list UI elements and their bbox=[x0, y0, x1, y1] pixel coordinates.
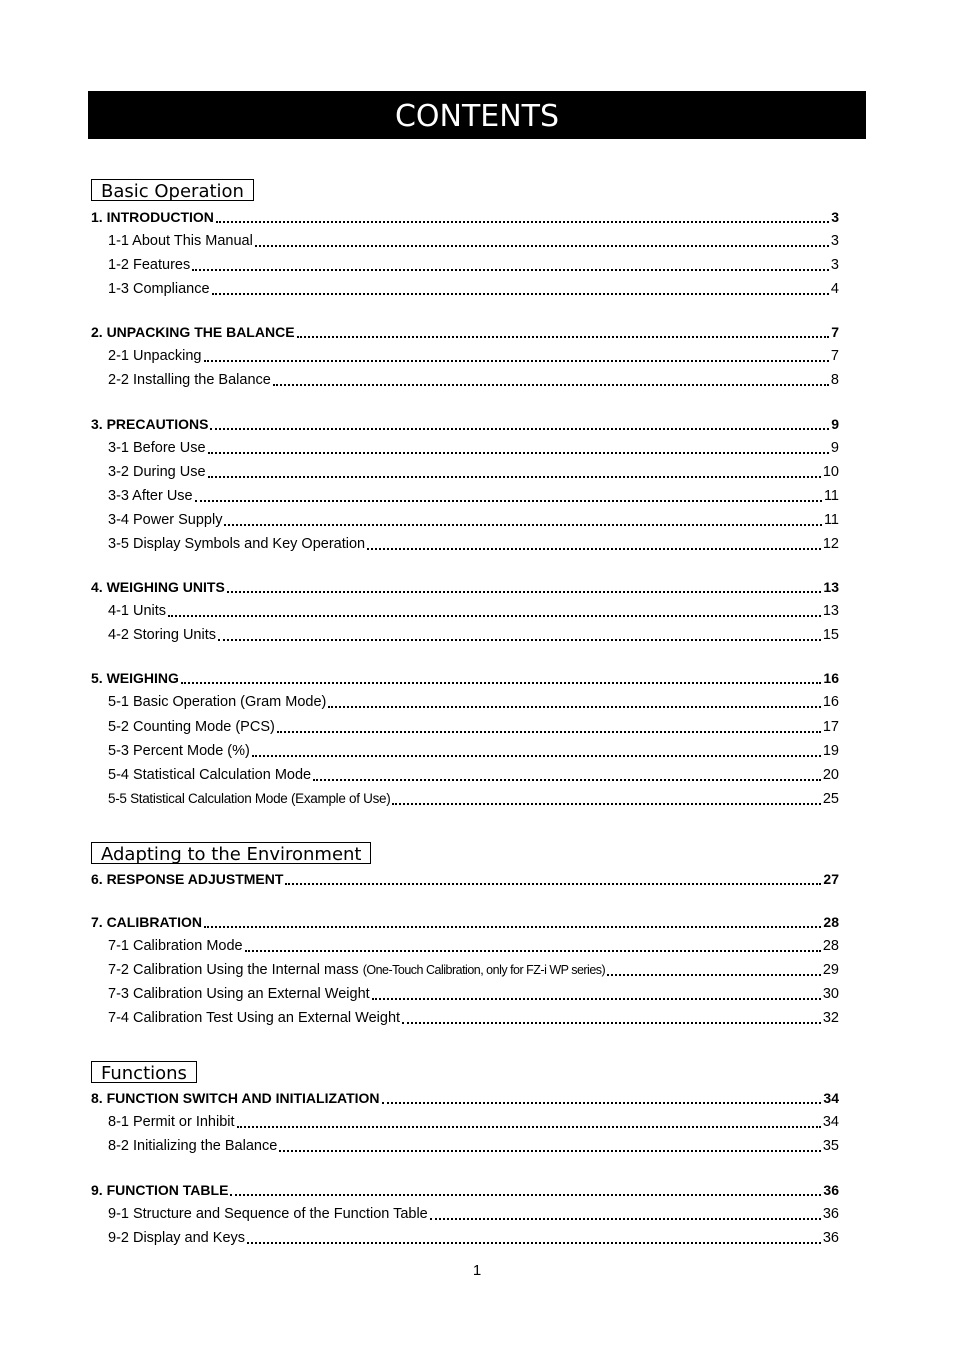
toc-entry[interactable]: 7-3 Calibration Using an External Weight 30 bbox=[108, 986, 839, 1002]
toc-entry[interactable]: 7-4 Calibration Test Using an External Weight 32 bbox=[108, 1010, 839, 1026]
toc-entry[interactable]: 2. UNPACKING THE BALANCE 7 bbox=[91, 324, 839, 340]
toc-entry[interactable]: 7-1 Calibration Mode 28 bbox=[108, 938, 839, 954]
toc-entry[interactable]: 3-5 Display Symbols and Key Operation 12 bbox=[108, 536, 839, 552]
toc-entry[interactable]: 5-2 Counting Mode (PCS) 17 bbox=[108, 719, 839, 735]
toc-entry[interactable]: 5-4 Statistical Calculation Mode 20 bbox=[108, 767, 839, 783]
toc-entry[interactable]: 9-2 Display and Keys 36 bbox=[108, 1230, 839, 1246]
toc-entry[interactable]: 1-3 Compliance 4 bbox=[108, 281, 839, 297]
toc-entry[interactable]: 7-2 Calibration Using the Internal mass (One-Touch Calibration, only for FZ-i WP series) 29 bbox=[108, 962, 839, 978]
page-number: 1 bbox=[472, 1262, 482, 1279]
toc-entry[interactable]: 8-2 Initializing the Balance 35 bbox=[108, 1138, 839, 1154]
section-basic-operation: Basic Operation bbox=[91, 179, 254, 201]
toc-entry[interactable]: 5-1 Basic Operation (Gram Mode) 16 bbox=[108, 694, 839, 710]
toc-entry[interactable]: 5. WEIGHING 16 bbox=[91, 670, 839, 686]
page-title: CONTENTS bbox=[88, 91, 866, 139]
toc-entry[interactable]: 2-2 Installing the Balance 8 bbox=[108, 372, 839, 388]
toc-entry[interactable]: 4. WEIGHING UNITS 13 bbox=[91, 579, 839, 595]
section-functions: Functions bbox=[91, 1061, 197, 1083]
toc-entry[interactable]: 8. FUNCTION SWITCH AND INITIALIZATION 34 bbox=[91, 1090, 839, 1106]
toc-entry[interactable]: 9. FUNCTION TABLE 36 bbox=[91, 1182, 839, 1198]
toc-entry[interactable]: 3-3 After Use 11 bbox=[108, 488, 839, 504]
toc-entry[interactable]: 3-4 Power Supply 11 bbox=[108, 512, 839, 528]
toc-entry[interactable]: 8-1 Permit or Inhibit 34 bbox=[108, 1114, 839, 1130]
toc-entry-note: (One-Touch Calibration, only for FZ-i WP series) bbox=[362, 963, 606, 977]
section-adapting-environment: Adapting to the Environment bbox=[91, 842, 371, 864]
toc-entry[interactable]: 4-1 Units 13 bbox=[108, 603, 839, 619]
toc-entry[interactable]: 7. CALIBRATION 28 bbox=[91, 914, 839, 930]
toc-entry[interactable]: 4-2 Storing Units 15 bbox=[108, 627, 839, 643]
toc-entry[interactable]: 5-3 Percent Mode (%) 19 bbox=[108, 743, 839, 759]
toc-entry[interactable]: 2-1 Unpacking 7 bbox=[108, 348, 839, 364]
toc-entry[interactable]: 3. PRECAUTIONS 9 bbox=[91, 416, 839, 432]
toc-entry[interactable]: 1-2 Features 3 bbox=[108, 257, 839, 273]
toc-entry[interactable]: 3-1 Before Use 9 bbox=[108, 440, 839, 456]
toc-entry[interactable]: 9-1 Structure and Sequence of the Function Table 36 bbox=[108, 1206, 839, 1222]
toc-entry[interactable]: 3-2 During Use 10 bbox=[108, 464, 839, 480]
toc-entry[interactable]: 5-5 Statistical Calculation Mode (Example of Use) 25 bbox=[108, 791, 839, 807]
toc-entry[interactable]: 1. INTRODUCTION 3 bbox=[91, 209, 839, 225]
toc-entry[interactable]: 1-1 About This Manual 3 bbox=[108, 233, 839, 249]
toc-entry[interactable]: 6. RESPONSE ADJUSTMENT 27 bbox=[91, 871, 839, 887]
